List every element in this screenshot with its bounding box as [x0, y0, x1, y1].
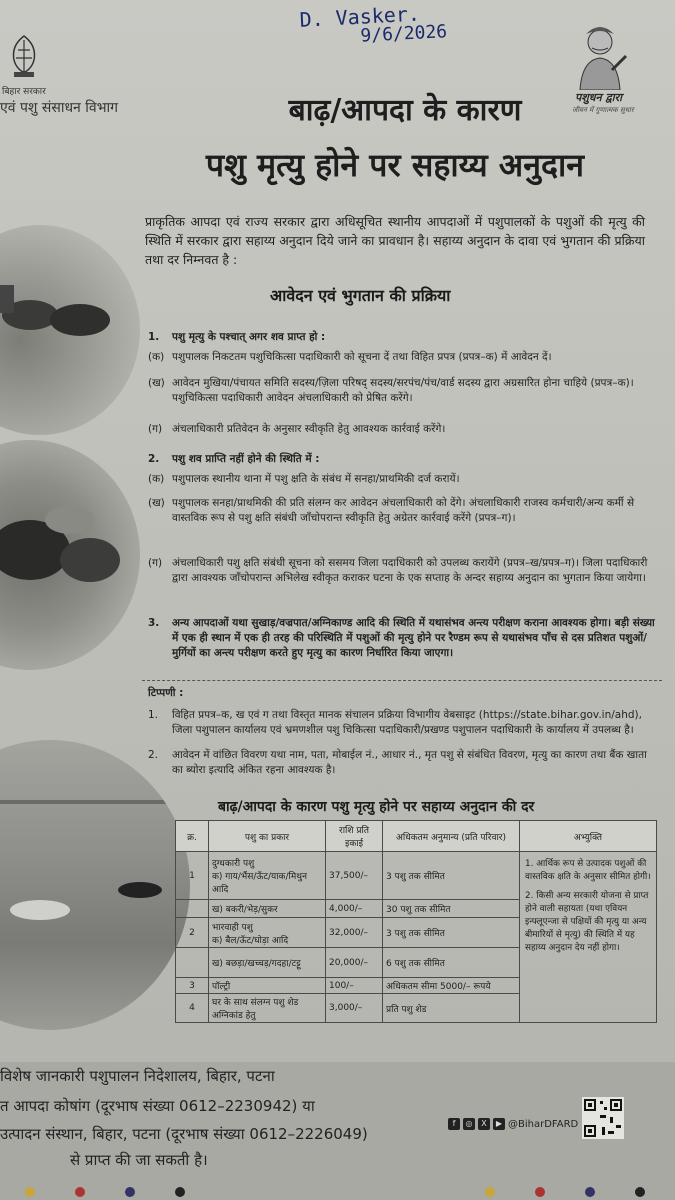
print-registration-marks [0, 1180, 675, 1200]
section1-item [148, 422, 658, 437]
headline-line2: पशु मृत्यु होने पर सहाय्य अनुदान [205, 146, 585, 184]
intro-paragraph: प्राकृतिक आपदा एवं राज्य सरकार द्वारा अधिसूचित स्थानीय आपदाओं में पशुपालकों के पशुओं की मृत्यु की स्थिति में सरकार द्वारा सहाय्य अनुदान दिये जाने का प्रावधान है। सहाय्य अनुदान के दावा एवं भुगतान की प्रक्रिया तथा दर निम्नवत है : [145, 214, 645, 267]
footer-line3: उत्पादन संस्थान, बिहार, पटना (दूरभाष संख्या 0612–2226049) [0, 1125, 368, 1143]
section2-number: 2. [148, 453, 160, 465]
section2-heading [148, 452, 658, 467]
farmer-mascot-icon [570, 20, 630, 90]
section2-item [148, 496, 658, 526]
procedure-section [148, 330, 658, 670]
header-amount: राशि प्रति इकाई [326, 821, 383, 852]
section1-item [148, 376, 658, 406]
mascot-title: पशुधन द्वारा [575, 91, 622, 104]
item-text: पशुपालक निकटतम पशुचिकित्सा पदाधिकारी को सूचना दें तथा विहित प्रपत्र (प्रपत्र–क) में आवेदन दें। [172, 351, 552, 363]
section3-number: 3. [148, 617, 160, 629]
table-row [176, 852, 657, 900]
footer-line4: से प्राप्त की जा सकती है। [70, 1151, 208, 1169]
item-marker: (ख) [148, 497, 165, 509]
row-max: 30 पशु तक सीमित [383, 900, 520, 918]
note-item [148, 748, 658, 778]
header-sno: क्र. [176, 821, 209, 852]
item-text: पशुपालक स्थानीय थाना में पशु क्षति के संबंध में सनहा/प्राथमिकी दर्ज करायें। [172, 473, 460, 485]
section2-title: पशु शव प्राप्ति नहीं होने की स्थिति में : [172, 453, 320, 465]
row-type: भारवाही पशु क) बैल/ऊँट/घोड़ा आदि [209, 918, 326, 948]
row-type: पॉल्ट्री [209, 978, 326, 994]
item-text: अंचलाधिकारी पशु क्षति संबंधी सूचना को ससमय जिला पदाधिकारी को उपलब्ध करायेंगे (प्रपत्र–ख/प्रपत्र–ग)। जिला पदाधिकारी द्वारा आवश्यक जाँचोपरान्त अभिलेख स्वीकृत कराकर घटना के एक सप्ताह के अन्दर सहाय्य अनुदान का भुगतान किया जायेगा। [172, 557, 648, 584]
item-marker: (ग) [148, 557, 163, 569]
item-text: आवेदन मुखिया/पंचायत समिति सदस्य/ज़िला परिषद् सदस्य/सरपंच/पंच/वार्ड सदस्य द्वारा अग्रसारित होना चाहिये (प्रपत्र–क)। पशुचिकित्सा पदाधिकारी आवेदन अंचलाधिकारी को प्रेषित करेंगे। [172, 377, 634, 404]
remark-1: 1. आर्थिक रूप से उत्पादक पशुओं की वास्तविक क्षति के अनुसार सीमित होगी। [525, 859, 651, 882]
note-marker: 1. [148, 709, 159, 721]
row-max: अधिकतम सीमा 5000/– रूपये [383, 978, 520, 994]
cattle-photo-top [0, 225, 140, 435]
row-amount: 37,500/– [326, 852, 383, 900]
department-label: एवं पशु संसाधन विभाग [0, 100, 119, 116]
row-no [176, 948, 209, 978]
row-type: दुग्धकारी पशु क) गाय/भैंस/ऊँट/याक/मिथुन आदि [209, 852, 326, 900]
note-marker: 2. [148, 749, 159, 761]
item-text: अंचलाधिकारी प्रतिवेदन के अनुसार स्वीकृति हेतु आवश्यक कार्रवाई करेंगे। [172, 423, 446, 435]
item-marker: (ख) [148, 377, 165, 389]
item-marker: (क) [148, 473, 165, 485]
rates-table [175, 820, 657, 1023]
item-marker: (क) [148, 351, 165, 363]
row-max: प्रति पशु शेड [383, 994, 520, 1023]
section2-item [148, 556, 658, 586]
row-max: 6 पशु तक सीमित [383, 948, 520, 978]
row-no: 4 [176, 994, 209, 1023]
mascot-tagline: जीवन में गुणात्मक सुधार [572, 106, 634, 114]
remark-2: 2. किसी अन्य सरकारी योजना से प्राप्त होने वाली सहायता (यथा एवियन इन्फ्लूएन्जा से पक्षियों की मृत्यु या अन्य बीमारियों से मृत्यु) की स्थिति में यह सहाय्य अनुदान देय नहीं होगा। [525, 891, 649, 953]
section3 [148, 616, 658, 661]
x-twitter-icon[interactable]: X [478, 1118, 490, 1130]
remarks-cell [520, 852, 657, 1023]
handwritten-note [299, 2, 448, 50]
qr-code-icon[interactable] [582, 1097, 624, 1139]
row-type: ख) बछड़ा/खच्चड़/गदहा/टट्टू [209, 948, 326, 978]
social-handle[interactable]: @BiharDFARD [508, 1118, 579, 1130]
youtube-icon[interactable]: ▶ [493, 1118, 505, 1130]
row-type: घर के साथ संलग्न पशु शेड अग्निकांड हेतु [209, 994, 326, 1023]
header-type: पशु का प्रकार [209, 821, 326, 852]
instagram-icon[interactable]: ◎ [463, 1118, 475, 1130]
section2-item [148, 472, 658, 487]
footer-line1: विशेष जानकारी पशुपालन निदेशालय, बिहार, पटना [0, 1067, 275, 1085]
header-max: अधिकतम अनुमान्य (प्रति परिवार) [383, 821, 520, 852]
row-amount: 100/– [326, 978, 383, 994]
section1-title: पशु मृत्यु के पश्चात् अगर शव प्राप्त हो : [172, 331, 326, 343]
section1-heading [148, 330, 658, 345]
row-amount: 32,000/– [326, 918, 383, 948]
facebook-icon[interactable]: f [448, 1118, 460, 1130]
note-text: आवेदन में वांछित विवरण यथा नाम, पता, मोबाईल नं., आधार नं., मृत पशु से संबंधित विवरण, मृत्यु का कारण तथा बैंक खाता का ब्योरा इत्यादि अंकित रहना आवश्यक है। [172, 749, 647, 776]
row-max: 3 पशु तक सीमित [383, 918, 520, 948]
section1-number: 1. [148, 331, 160, 343]
handwritten-name: D. Vasker. [298, 1, 421, 32]
row-amount: 3,000/– [326, 994, 383, 1023]
bihar-govt-emblem-icon [4, 32, 44, 80]
row-no: 3 [176, 978, 209, 994]
notes-title: टिप्पणी : [148, 687, 184, 699]
item-text: पशुपालक सनहा/प्राथमिकी की प्रति संलग्न कर आवेदन अंचलाधिकारी को देंगे। अंचलाधिकारी राजस्व कर्मचारी/अन्य कर्मी से वास्तविक रूप से पशु क्षति संबंधी जाँचोपरान्त स्वीकृति हेतु अग्रेतर कार्रवाई करेंगे (प्रपत्र–ग)। [172, 497, 635, 524]
social-links [448, 1118, 578, 1130]
note-item [148, 708, 658, 738]
rates-header-row [176, 821, 657, 852]
cattle-photo-middle [0, 440, 140, 670]
item-marker: (ग) [148, 423, 163, 435]
section1-item [148, 350, 658, 365]
row-no: 1 [176, 852, 209, 900]
row-amount: 20,000/– [326, 948, 383, 978]
footer-line2: त आपदा कोषांग (दूरभाष संख्या 0612–2230942) या [0, 1097, 315, 1115]
header-remark: अभ्युक्ति [520, 821, 657, 852]
handwritten-date: 9/6/2026 [359, 21, 448, 47]
row-type: ख) बकरी/भेड़/सुकर [209, 900, 326, 918]
row-no: 2 [176, 918, 209, 948]
row-no [176, 900, 209, 918]
headline-line1: बाढ़/आपदा के कारण [288, 93, 522, 128]
rates-title: बाढ़/आपदा के कारण पशु मृत्यु होने पर सहाय्य अनुदान की दर [218, 799, 535, 815]
section3-text: अन्य आपदाओं यथा सुखाड़/वज्रपात/अग्निकाण्ड आदि की स्थिति में यथासंभव अन्त्य परीक्षण कराना आवश्यक होगा। बड़ी संख्या में एक ही स्थान में एक ही तरह की परिस्थिति में पशुओं की मृत्यु होने पर रैण्डम रूप से यथासंभव पाँच से दस प्रतिशत पशुओं/मुर्गियों का अन्त्य परीक्षण करते हुए मृत्यु का कारण निर्धारित किया जाएगा। [172, 617, 655, 659]
row-max: 3 पशु तक सीमित [383, 852, 520, 900]
note-text: विहित प्रपत्र–क, ख एवं ग तथा विस्तृत मानक संचालन प्रक्रिया विभागीय वेबसाइट (https://state.bihar.gov.in/ahd), जिला पशुपालन कार्यालय एवं भ्रमणशील पशु चिकित्सा पदाधिकारी/प्रखण्ड पशुपालन पदाधिकारी के कार्यालय में उपलब्ध है। [172, 709, 642, 736]
procedure-heading: आवेदन एवं भुगतान की प्रक्रिया [270, 286, 451, 305]
govt-label: बिहार सरकार [2, 87, 46, 97]
notes-section [148, 686, 658, 791]
row-amount: 4,000/– [326, 900, 383, 918]
